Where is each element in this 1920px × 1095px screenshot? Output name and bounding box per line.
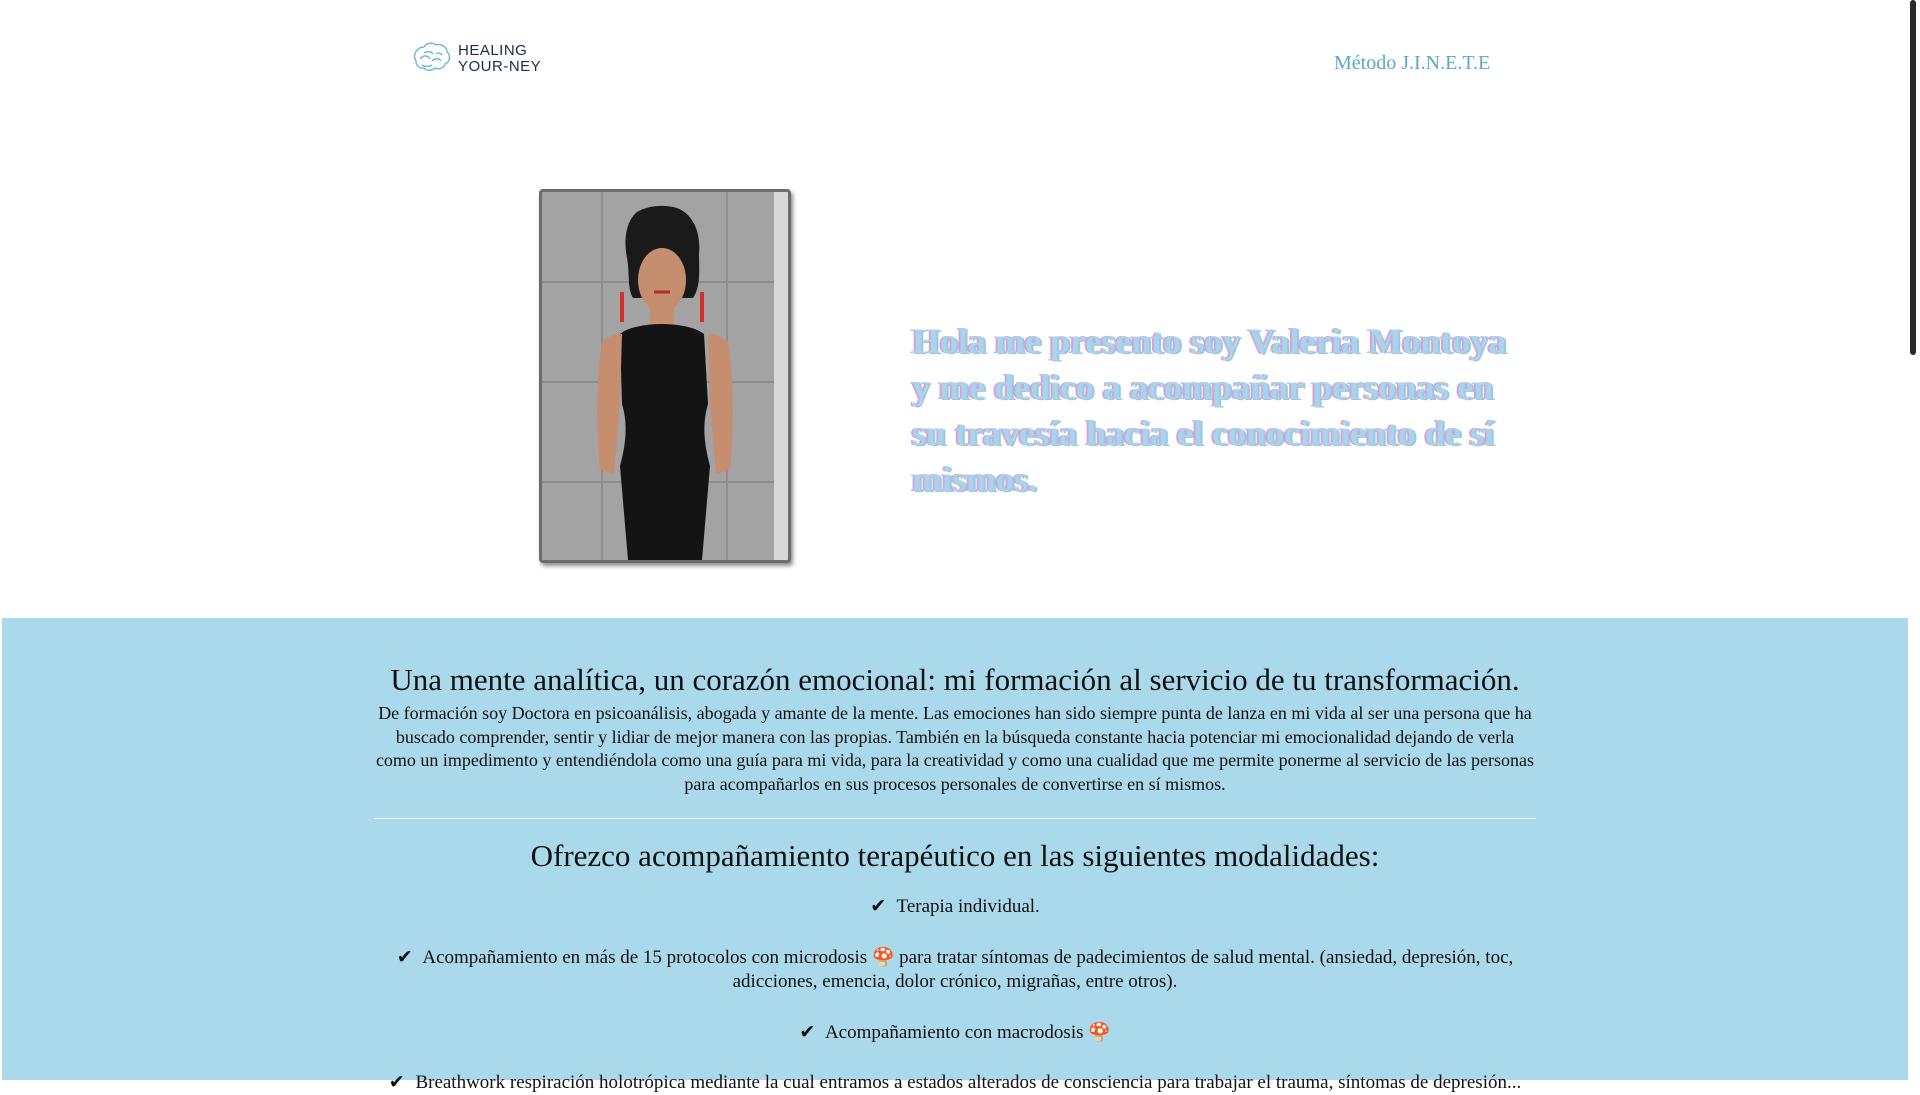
service-item-text-cont: para tratar síntomas de padecimientos de salud mental. (ansiedad, depresión, toc, adicciones, emencia, dolor crónico, migrañas, entre otros). [732,947,1514,992]
check-icon: ✔ [870,895,887,917]
service-item-text: Acompañamiento en más de 15 protocolos con microdosis [422,947,868,968]
formation-paragraph: De formación soy Doctora en psicoanálisis, abogada y amante de la mente. Las emociones han sido siempre punta de lanza en mi vida al ser una persona que ha buscado comprender, sentir y lidiar de mejor manera con las propias. También en la búsqueda constante hacia potenciar mi emocionalidad dejando de verla como un impedimento y entendiéndola como una guía para mi vida, para la creatividad y como una cualidad que me permite ponerme al servicio de las personas para acompañarlos en sus procesos personales de convertirse en sí mismos. [375,703,1535,794]
logo-line-1: HEALING [458,42,528,59]
formation-title: Una mente analítica, un corazón emocional: mi formación al servicio de tu transformación. [390,662,1520,697]
logo-line-2: YOUR-NEY [458,58,542,75]
mushroom-icon: 🍄 [871,947,895,968]
service-item-text: Acompañamiento con macrodosis [824,1022,1084,1043]
service-item [374,1070,1536,1095]
brain-icon [410,39,452,79]
service-item [374,945,1536,994]
services-title: Ofrezco acompañamiento terapéutico en las siguientes modalidades: [530,838,1380,873]
check-icon: ✔ [388,1071,405,1093]
profile-photo [539,189,791,563]
service-item [374,1020,1536,1045]
section-divider [374,818,1536,819]
scrollbar-thumb[interactable] [1910,0,1916,355]
service-item-text: Breathwork respiración holotrópica mediante la cual entramos a estados alterados de consciencia para trabajar el trauma, síntomas de depresión... [415,1072,1522,1093]
hero-intro-text: Hola me presento soy Valeria Montoya y me dedico a acompañar personas en su travesía hacia el conocimiento de sí mismos. [912,321,1507,499]
site-header [0,0,1908,130]
service-item [374,894,1536,919]
check-icon: ✔ [799,1021,816,1043]
site-logo[interactable] [410,34,560,84]
portrait-image [542,192,788,560]
page-scrollbar[interactable] [1908,0,1920,1080]
service-item-text: Terapia individual. [896,896,1040,917]
logo-wordmark [458,43,541,75]
check-icon: ✔ [396,946,413,968]
nav-link-metodo[interactable]: Método J.I.N.E.T.E [1334,52,1491,74]
about-section [2,618,1908,1093]
mushroom-icon: 🍄 [1088,1022,1111,1043]
